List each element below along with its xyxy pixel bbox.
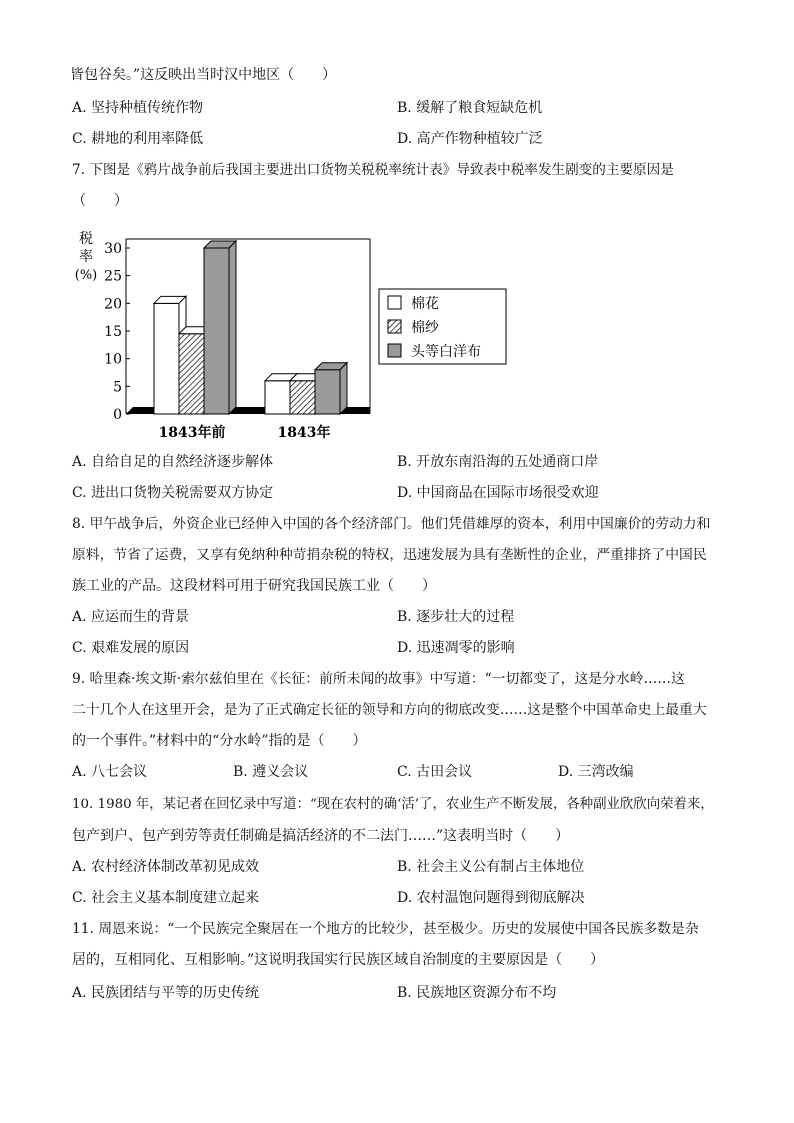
q9-option-a[interactable]: A. 八七会议 [72,764,148,780]
q7-option-a[interactable]: A. 自给自足的自然经济逐步解体 [72,454,274,470]
q9-option-d[interactable]: D. 三湾改编 [558,764,634,780]
q6-option-d[interactable]: D. 高产作物种植较广泛 [397,131,543,147]
y-tick-label: 15 [104,324,122,340]
q10-option-d[interactable]: D. 农村温饱问题得到彻底解决 [397,890,585,906]
q7-option-d[interactable]: D. 中国商品在国际市场很受欢迎 [397,485,599,501]
q8-stem-line1: 8. 甲午战争后，外资企业已经伸入中国的各个经济部门。他们凭借雄厚的资本，利用中国廉价的劳动力和 [72,516,711,532]
legend-swatch-棉纱 [388,320,401,333]
bar-头等白洋布-1843年前 [204,241,236,414]
legend-label-棉纱: 棉纱 [411,320,439,336]
q10-option-a[interactable]: A. 农村经济体制改革初见成效 [72,859,260,875]
q10-stem-line1: 10. 1980 年，某记者在回忆录中写道：“现在农村的确‘活’了，农业生产不断发展，各种副业欣欣向荣着来， [72,797,714,812]
q9-option-c[interactable]: C. 古田会议 [397,764,473,780]
y-tick-label: 25 [104,268,122,285]
q11-option-a[interactable]: A. 民族团结与平等的历史传统 [72,985,260,1001]
q8-option-a[interactable]: A. 应运而生的背景 [72,609,190,625]
y-tick-label: 30 [104,241,122,257]
legend-swatch-棉花 [388,296,401,309]
category-label: 1843年前 [158,425,226,441]
y-tick-label: 20 [104,296,122,313]
ylabel-line1: 税 [79,231,93,247]
q6-option-c[interactable]: C. 耕地的利用率降低 [72,131,204,147]
y-tick-label: 10 [104,351,122,368]
q8-option-b[interactable]: B. 逐步壮大的过程 [397,609,515,625]
ylabel-line3: (%) [74,268,98,283]
q8-stem-line3: 族工业的产品。这段材料可用于研究我国民族工业（ ） [72,578,436,594]
q7-option-c[interactable]: C. 进出口货物关税需要双方协定 [72,485,274,501]
tariff-rate-chart [66,226,516,446]
legend-label-头等白洋布: 头等白洋布 [411,344,481,360]
q11-option-b[interactable]: B. 民族地区资源分布不均 [397,985,557,1001]
q6-option-b[interactable]: B. 缓解了粮食短缺危机 [397,100,543,116]
y-tick-label: 5 [113,379,122,396]
legend-swatch-头等白洋布 [388,344,401,357]
category-label: 1843年 [277,425,331,441]
q9-option-b[interactable]: B. 遵义会议 [233,764,309,780]
q6-stem-tail: 皆包谷矣。”这反映出当时汉中地区（ ） [70,67,337,83]
q11-stem-line2: 居的，互相同化、互相影响。”这说明我国实行民族区域自治制度的主要原因是（ ） [72,952,605,968]
q7-stem-line1: 7. 下图是《鸦片战争前后我国主要进出口货物关税税率统计表》导致表中税率发生剧变的主要原因是 [72,162,674,178]
q11-stem-line1: 11. 周恩来说：“一个民族完全聚居在一个地方的比较少，甚至极少。历史的发展使中国各民族多数是杂 [72,921,699,937]
q8-option-c[interactable]: C. 艰难发展的原因 [72,640,190,656]
q10-option-b[interactable]: B. 社会主义公有制占主体地位 [397,859,585,875]
q6-option-a[interactable]: A. 坚持种植传统作物 [72,100,204,116]
q8-option-d[interactable]: D. 迅速凋零的影响 [397,640,515,656]
q7-option-b[interactable]: B. 开放东南沿海的五处通商口岸 [397,454,599,470]
ylabel-line2: 率 [79,249,93,265]
q7-stem-line2: （ ） [72,193,128,209]
q10-option-c[interactable]: C. 社会主义基本制度建立起来 [72,890,260,906]
q9-stem-line2: 二十几个人在这里开会，是为了正式确定长征的领导和方向的彻底改变……这是整个中国革命史上最重大 [72,702,707,718]
q9-stem-line1: 9. 哈里森·埃文斯·索尔兹伯里在《长征：前所未闻的故事》中写道：“一切都变了，这是分水岭……这 [72,671,685,687]
legend-label-棉花: 棉花 [411,296,439,312]
q8-stem-line2: 原料，节省了运费，又享有免纳种种苛捐杂税的特权，迅速发展为具有垄断性的企业，严重排挤了中国民 [72,547,707,563]
q10-stem-line2: 包产到户、包产到劳等责任制确是搞活经济的不二法门……”这表明当时（ ） [72,828,570,844]
q9-stem-line3: 的一个事件。”材料中的“分水岭”指的是（ ） [72,733,367,749]
y-tick-label: 0 [113,407,122,423]
bar-头等白洋布-1843年 [315,363,347,414]
